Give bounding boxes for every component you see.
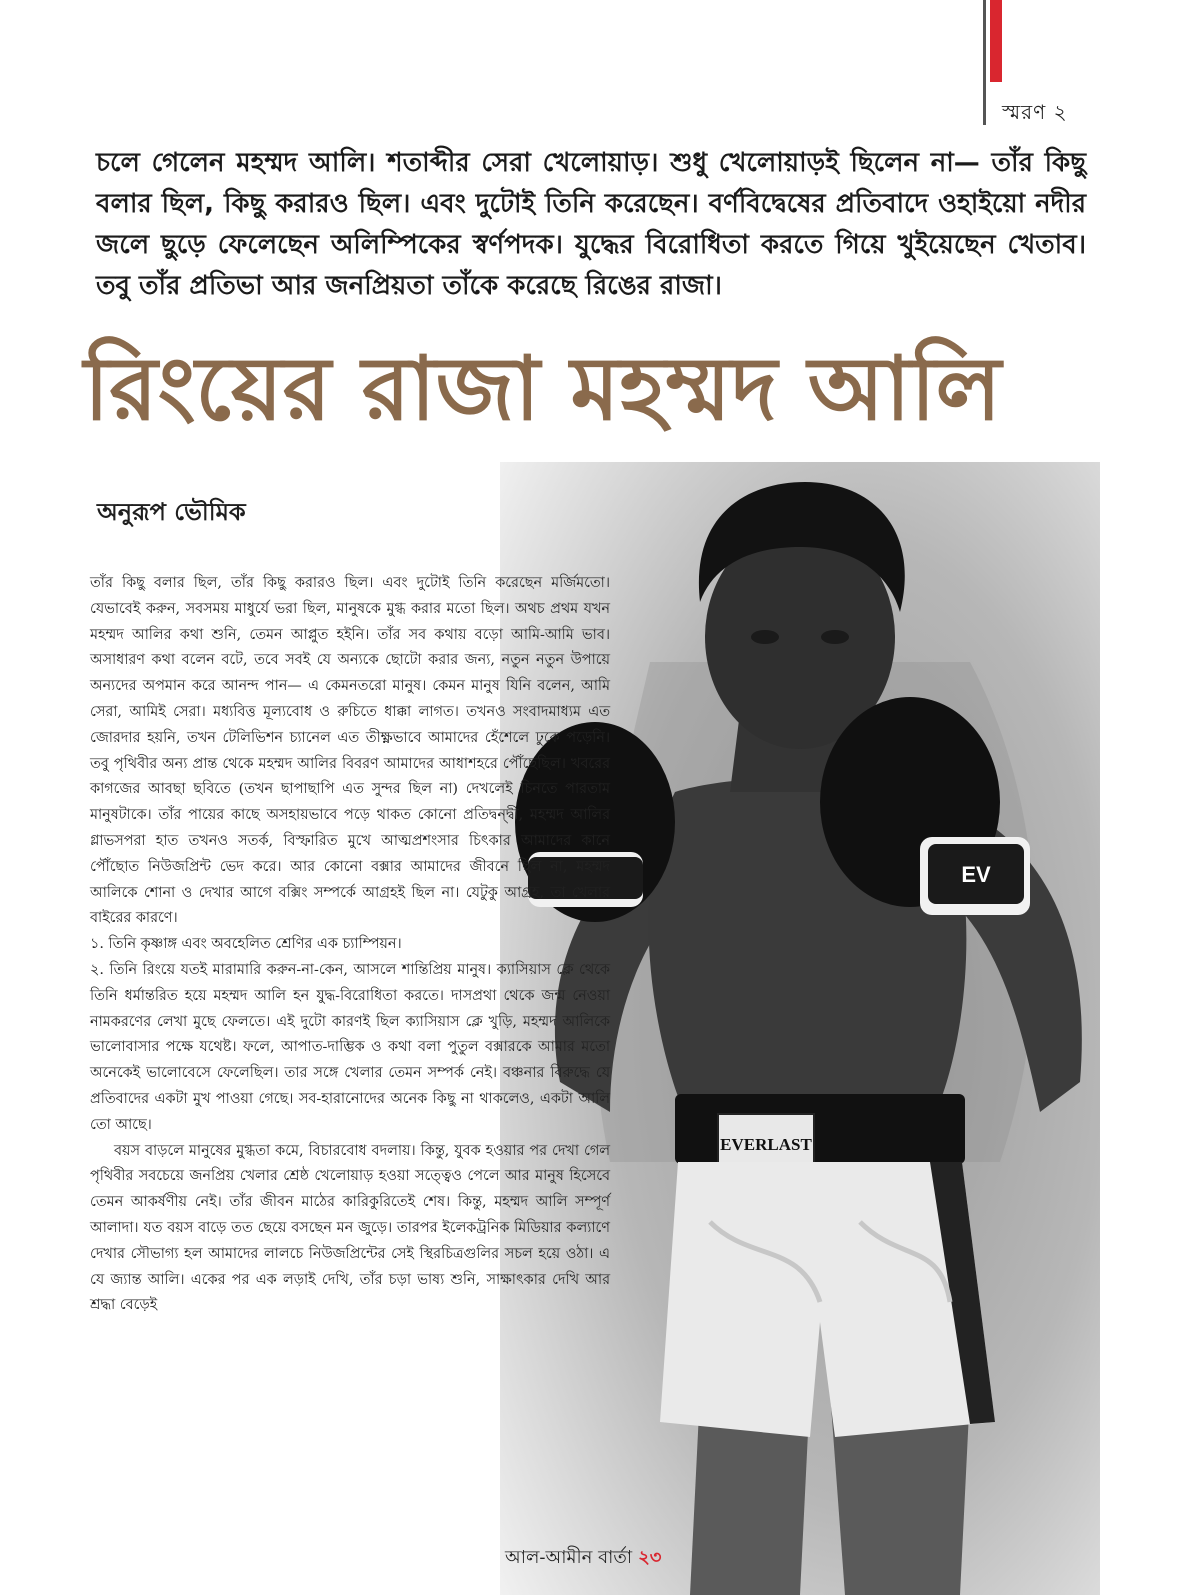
glove-brand-text: EV <box>961 862 991 887</box>
list-item: ১. তিনি কৃষ্ণাঙ্গ এবং অবহেলিত শ্রেণির এক চ্যাম্পিয়ন। <box>90 936 402 953</box>
accent-line <box>983 0 986 125</box>
trunks-brand-text: EVERLAST <box>720 1135 812 1154</box>
body-paragraph: তাঁর কিছু বলার ছিল, তাঁর কিছু করারও ছিল। এবং দুটোই তিনি করেছেন মর্জিমতো। যেভাবেই করুন, সবসময় মাধুর্যে ভরা ছিল, মানুষকে মুগ্ধ করার মতো ছিল। অথচ প্রথম যখন মহম্মদ আলির কথা শুনি, তেমন আপ্লুত হইনি। তাঁর সব কথায় বড়ো আমি-আমি ভাব। অসাধারণ কথা বলেন বটে, তবে সবই যে অন্যকে ছোটো করার জন্য, নতুন নতুন উপায়ে অন্যদের অপমান করে আনন্দ পান— এ কেমনতরো মানুষ। কেমন মানুষ যিনি বলেন, আমি সেরা, আমিই সেরা। মধ্যবিত্ত মূল্যবোধ ও রুচিতে ধাক্কা লাগত। তখনও সংবাদমাধ্যম এত জোরদার হয়নি, তখন টেলিভিশন চ্যানেল এত তীক্ষ্ণভাবে আমাদের হেঁশেলে ঢুকে পড়েনি। তবু পৃথিবীর অন্য প্রান্ত থেকে মহম্মদ আলির বিবরণ আমাদের আধাশহরে পৌঁছেছিল। খবরের কাগজের আবছা ছবিতে (তখন ছাপাছাপি এত সুন্দর ছিল না) দেখলেই চিনতে পারতাম মানুষটাকে। তাঁর পায়ের কাছে অসহায়ভাবে পড়ে থাকত কোনো প্রতিদ্বন্দ্বী, মহম্মদ আলির গ্লাভসপরা হাত তখনও সতর্ক, বিস্ফারিত মুখে আত্মপ্রশংসার চিৎকার আমাদের কানে পৌঁছোত নিউজপ্রিন্ট ভেদ করে। আর কোনো বক্সার আমাদের জীবনে ছিল না, মহম্মদ আলিকে শোনা ও দেখার আগে বক্সিং সম্পর্কে আগ্রহই ছিল না। যেটুকু আগ্রহ, তা খেলার বাইরের কারণে। <box>90 575 610 927</box>
page-number: ২৩ <box>638 1547 662 1568</box>
article-body <box>90 571 610 1319</box>
publication-name: আল-আমীন বার্তা <box>505 1547 633 1568</box>
author-byline: অনুরূপ ভৌমিক <box>97 498 246 526</box>
section-label: স্মরণ ২ <box>1002 100 1068 124</box>
article-headline: রিংয়ের রাজা মহম্মদ আলি <box>84 337 1002 440</box>
body-paragraph: বয়স বাড়লে মানুষের মুগ্ধতা কমে, বিচারবোধ বদলায়। কিন্তু, যুবক হওয়ার পর দেখা গেল পৃথিবীর সবচেয়ে জনপ্রিয় খেলার শ্রেষ্ঠ খেলোয়াড় হওয়া সত্ত্বেও পেলে আর মানুষ হিসেবে তেমন আকর্ষণীয় নেই। তাঁর জীবন মাঠের কারিকুরিতেই শেষ। কিন্তু, মহম্মদ আলি সম্পূর্ণ আলাদা। যত বয়স বাড়ে তত ছেয়ে বসছেন মন জুড়ে। তারপর ইলেকট্রনিক মিডিয়ার কল্যাণে দেখার সৌভাগ্য হল আমাদের লালচে নিউজপ্রিন্টের সেই স্থিরচিত্রগুলির সচল হয়ে ওঠা। এ যে জ্যান্ত আলি। একের পর এক লড়াই দেখি, তাঁর চড়া ভাষ্য শুনি, সাক্ষাৎকার দেখি আর শ্রদ্ধা বেড়েই <box>90 1142 610 1314</box>
page-footer <box>505 1543 661 1574</box>
list-item: ২. তিনি রিংয়ে যতই মারামারি করুন-না-কেন, আসলে শান্তিপ্রিয় মানুষ। ক্যাসিয়াস ক্লে থেকে তিনি ধর্মান্তরিত হয়ে মহম্মদ আলি হন যুদ্ধ-বিরোধিতা করতে। দাসপ্রথা থেকে জন্ম নেওয়া নামকরণের লেখা মুছে ফেলতে। এই দুটো কারণই ছিল ক্যাসিয়াস ক্লে খুড়ি, মহম্মদ আলিকে ভালোবাসার পক্ষে যথেষ্ট। ফলে, আপাত-দাম্ভিক ও কথা বলা পুতুল বক্সারকে আমার মতো অনেকেই ভালোবেসে ফেলেছিল। তার সঙ্গে খেলার তেমন সম্পর্ক নেই। বঞ্চনার বিরুদ্ধে যে প্রতিবাদের একটা মুখ পাওয়া গেছে। সব-হারানোদের অনেক কিছু না থাকলেও, একটা আলি তো আছে। <box>90 961 610 1133</box>
accent-bar <box>990 0 1002 82</box>
intro-standfirst: চলে গেলেন মহম্মদ আলি। শতাব্দীর সেরা খেলোয়াড়। শুধু খেলোয়াড়ই ছিলেন না— তাঁর কিছু বলার ছিল, কিছু করারও ছিল। এবং দুটোই তিনি করেছেন। বর্ণবিদ্বেষের প্রতিবাদে ওহাইয়ো নদীর জলে ছুড়ে ফেলেছেন অলিম্পিকের স্বর্ণপদক। যুদ্ধের বিরোধিতা করতে গিয়ে খুইয়েছেন খেতাব। তবু তাঁর প্রতিভা আর জনপ্রিয়তা তাঁকে করেছে রিঙের রাজা। <box>96 148 1086 301</box>
